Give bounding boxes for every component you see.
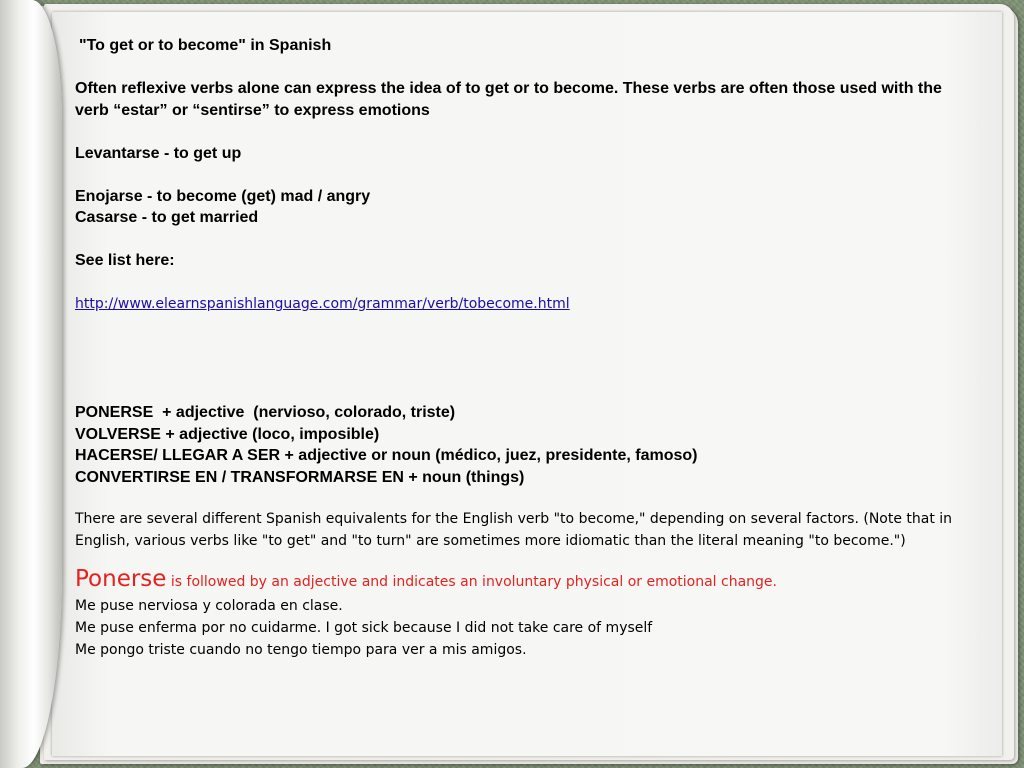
explanation-paragraph: There are several different Spanish equivalents for the English verb "to become," depending on several factors. (Note that in English, various verbs like "to get" and "to turn" are sometimes more idiomatic than the literal meaning "to become.") bbox=[75, 511, 953, 549]
rule-ponerse: PONERSE + adjective (nervioso, colorado, triste) bbox=[75, 404, 456, 421]
rule-volverse: VOLVERSE + adjective (loco, imposible) bbox=[75, 425, 380, 443]
ponerse-example-3: Me pongo triste cuando no tengo tiempo para ver a mis amigos. bbox=[75, 642, 527, 658]
ponerse-rule-line bbox=[75, 566, 955, 595]
page-curl bbox=[0, 0, 62, 768]
slide-heading: "To get or to become" in Spanish bbox=[79, 37, 332, 54]
example-enojarse: Enojarse - to become (get) mad / angry bbox=[75, 187, 371, 205]
reference-link[interactable]: http://www.elearnspanishlanguage.com/grammar/verb/tobecome.html bbox=[75, 296, 570, 312]
rule-convertirse: CONVERTIRSE EN / TRANSFORMARSE EN + noun (things) bbox=[75, 468, 525, 486]
rule-hacerse: HACERSE/ LLEGAR A SER + adjective or noun (médico, juez, presidente, famoso) bbox=[75, 447, 698, 464]
ponerse-description: is followed by an adjective and indicates an involuntary physical or emotional change. bbox=[166, 574, 777, 590]
example-casarse: Casarse - to get married bbox=[75, 209, 259, 226]
ponerse-example-1: Me puse nerviosa y colorada en clase. bbox=[75, 598, 343, 614]
ponerse-example-2: Me puse enferma por no cuidarme. I got sick because I did not take care of myself bbox=[75, 620, 653, 636]
example-levantarse: Levantarse - to get up bbox=[75, 144, 242, 162]
see-list-label: See list here: bbox=[75, 252, 175, 269]
intro-paragraph: Often reflexive verbs alone can express the idea of to get or to become. These verbs are often those used with the verb “estar” or “sentirse” to express emotions bbox=[75, 80, 942, 119]
ponerse-word: Ponerse bbox=[75, 566, 167, 592]
slide-content bbox=[75, 35, 955, 661]
